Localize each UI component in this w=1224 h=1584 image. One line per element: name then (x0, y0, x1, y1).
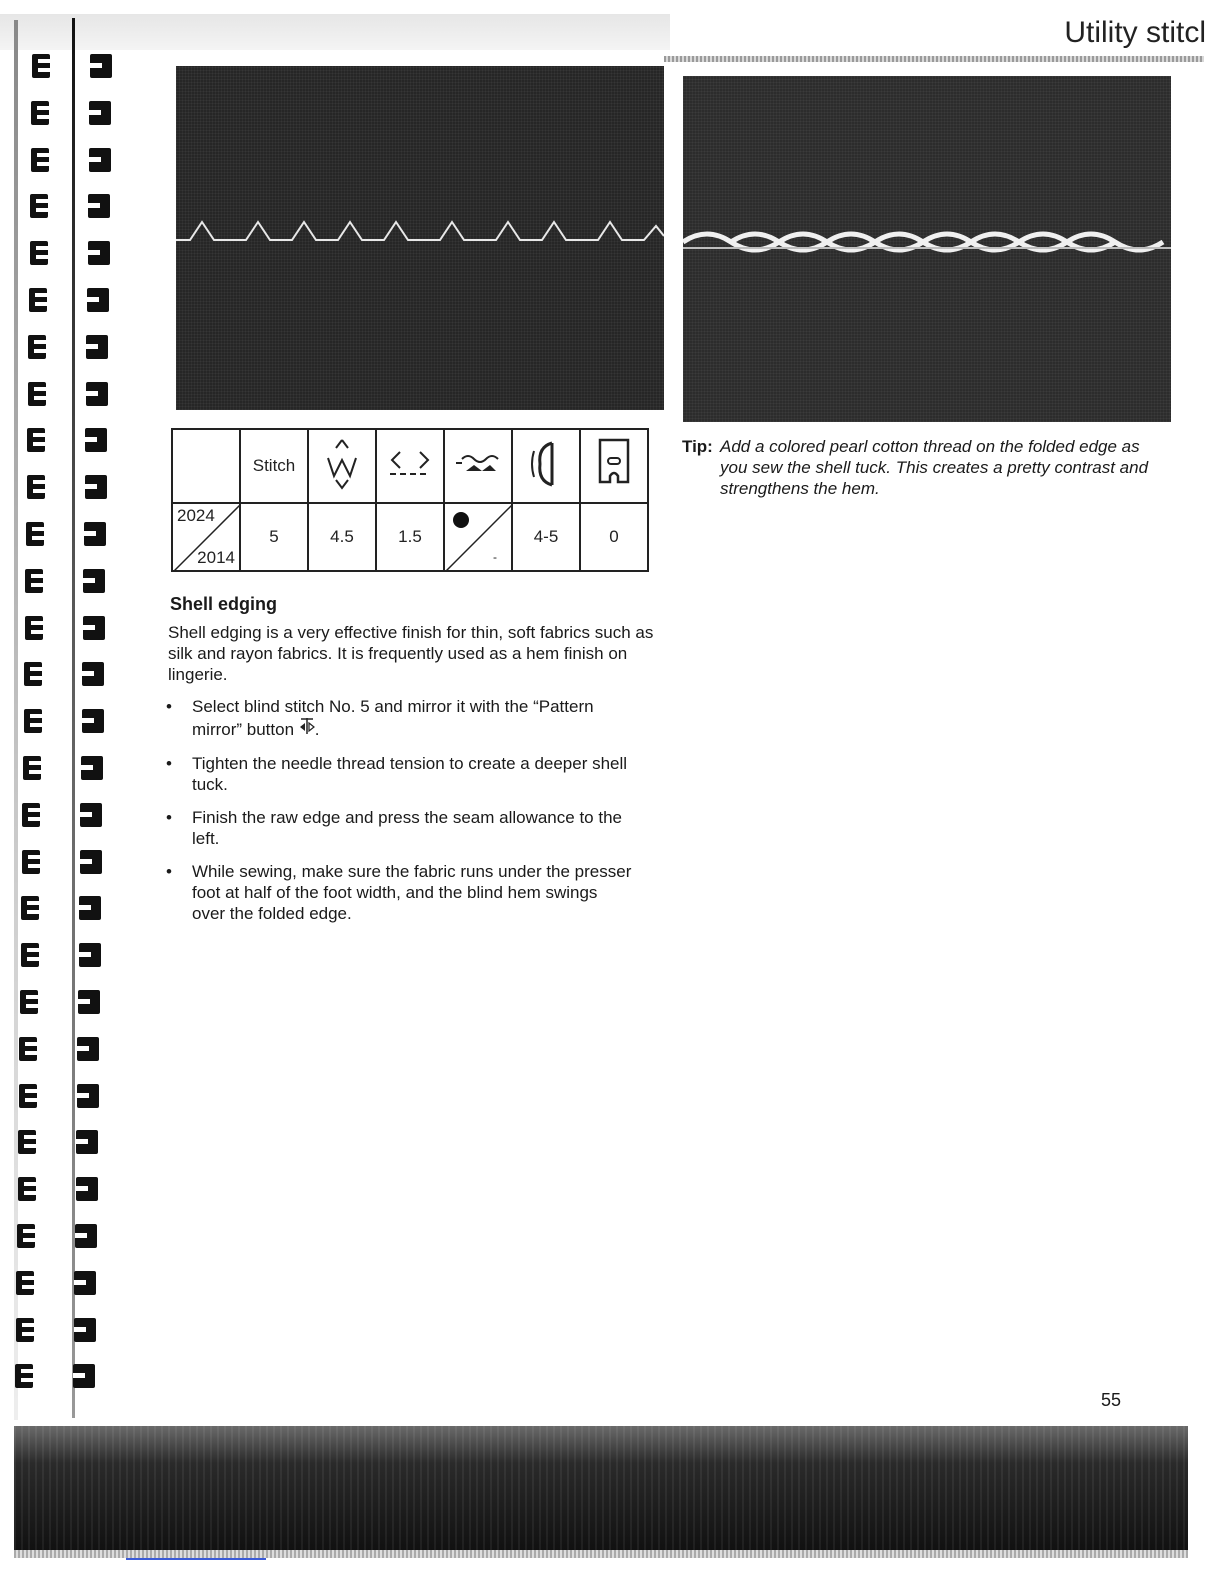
foot-value: 0 (580, 503, 648, 571)
tension-dot (453, 512, 469, 528)
tip-text: Add a colored pearl cotton thread on the folded edge as you sew the shell tuck. This creates a pretty contrast and strengthens the hem. (720, 437, 1149, 498)
binding-ring (9, 99, 119, 129)
list-item-text: Finish the raw edge and press the seam allowance to the left. (192, 808, 622, 848)
spiral-binding (10, 18, 120, 1398)
binding-ring (0, 894, 109, 924)
list-item (162, 753, 632, 795)
stitch-settings-table (171, 428, 649, 572)
scan-bottom-strip (14, 1550, 1188, 1558)
presser-foot-pressure-icon (512, 429, 580, 503)
binding-ring (0, 801, 110, 831)
instruction-list (162, 696, 632, 936)
header-rule (664, 56, 1204, 62)
model-bottom: 2014 (197, 548, 235, 567)
binding-ring (5, 473, 115, 503)
list-item (162, 807, 632, 849)
shell-edging-photo (683, 76, 1171, 422)
binding-ring (0, 1082, 107, 1112)
binding-ring (0, 1175, 106, 1205)
list-item-text: While sewing, make sure the fabric runs under the presser foot at half of the foot width, and the blind hem swings over the folded edge. (192, 862, 632, 923)
binding-ring (0, 1269, 104, 1299)
width-value: 4.5 (308, 503, 376, 571)
model-top: 2024 (177, 506, 215, 525)
thread-tension-icon (444, 429, 512, 503)
stitch-length-icon (376, 429, 444, 503)
list-item-text: Select blind stitch No. 5 and mirror it with the “Pattern mirror” button (192, 697, 594, 739)
binding-ring (1, 754, 111, 784)
list-item (162, 696, 632, 741)
binding-ring (0, 988, 108, 1018)
corner-cell (172, 429, 240, 503)
binding-ring (10, 52, 120, 82)
pressure-value: 4-5 (512, 503, 580, 571)
page-title: Utility stitcl (1064, 16, 1206, 49)
binding-ring (3, 567, 113, 597)
section-intro: Shell edging is a very effective finish for thin, soft fabrics such as silk and rayon fabrics. It is frequently used as a hem finish on lingerie. (168, 623, 654, 684)
binding-ring (6, 333, 116, 363)
pattern-mirror-icon (299, 717, 315, 741)
binding-ring (3, 614, 113, 644)
stitch-value: 5 (240, 503, 308, 571)
binding-ring (0, 1128, 106, 1158)
binding-ring (0, 1362, 103, 1392)
binding-ring (6, 380, 116, 410)
binding-ring (5, 426, 115, 456)
scan-blue-mark (126, 1558, 266, 1560)
list-item-suffix: . (314, 720, 320, 739)
scan-bottom-band (14, 1426, 1188, 1550)
section-heading: Shell edging (170, 594, 278, 614)
blind-stitch-seam (176, 66, 664, 410)
stitch-header: Stitch (240, 429, 308, 503)
list-item-text: Tighten the needle thread tension to create a deeper shell tuck. (192, 754, 628, 794)
binding-ring (0, 1316, 104, 1346)
list-item (162, 861, 632, 924)
tip-label: Tip: (682, 437, 713, 456)
binding-ring (0, 1222, 105, 1252)
binding-ring (0, 848, 110, 878)
tension-note: - (493, 550, 497, 564)
binding-ring (0, 1035, 107, 1065)
length-value: 1.5 (376, 503, 444, 571)
blind-stitch-photo (176, 66, 664, 410)
stitch-width-icon (308, 429, 376, 503)
binding-ring (8, 239, 118, 269)
page-number: 55 (1101, 1390, 1122, 1410)
tension-cell (444, 503, 512, 571)
binding-ring (2, 660, 112, 690)
binding-ring (7, 286, 117, 316)
binding-ring (0, 941, 109, 971)
binding-ring (2, 707, 112, 737)
binding-ring (4, 520, 114, 550)
shell-edging-seam (683, 76, 1171, 422)
binding-ring (8, 192, 118, 222)
presser-foot-icon (580, 429, 648, 503)
model-cell (172, 503, 240, 571)
binding-ring (9, 146, 119, 176)
